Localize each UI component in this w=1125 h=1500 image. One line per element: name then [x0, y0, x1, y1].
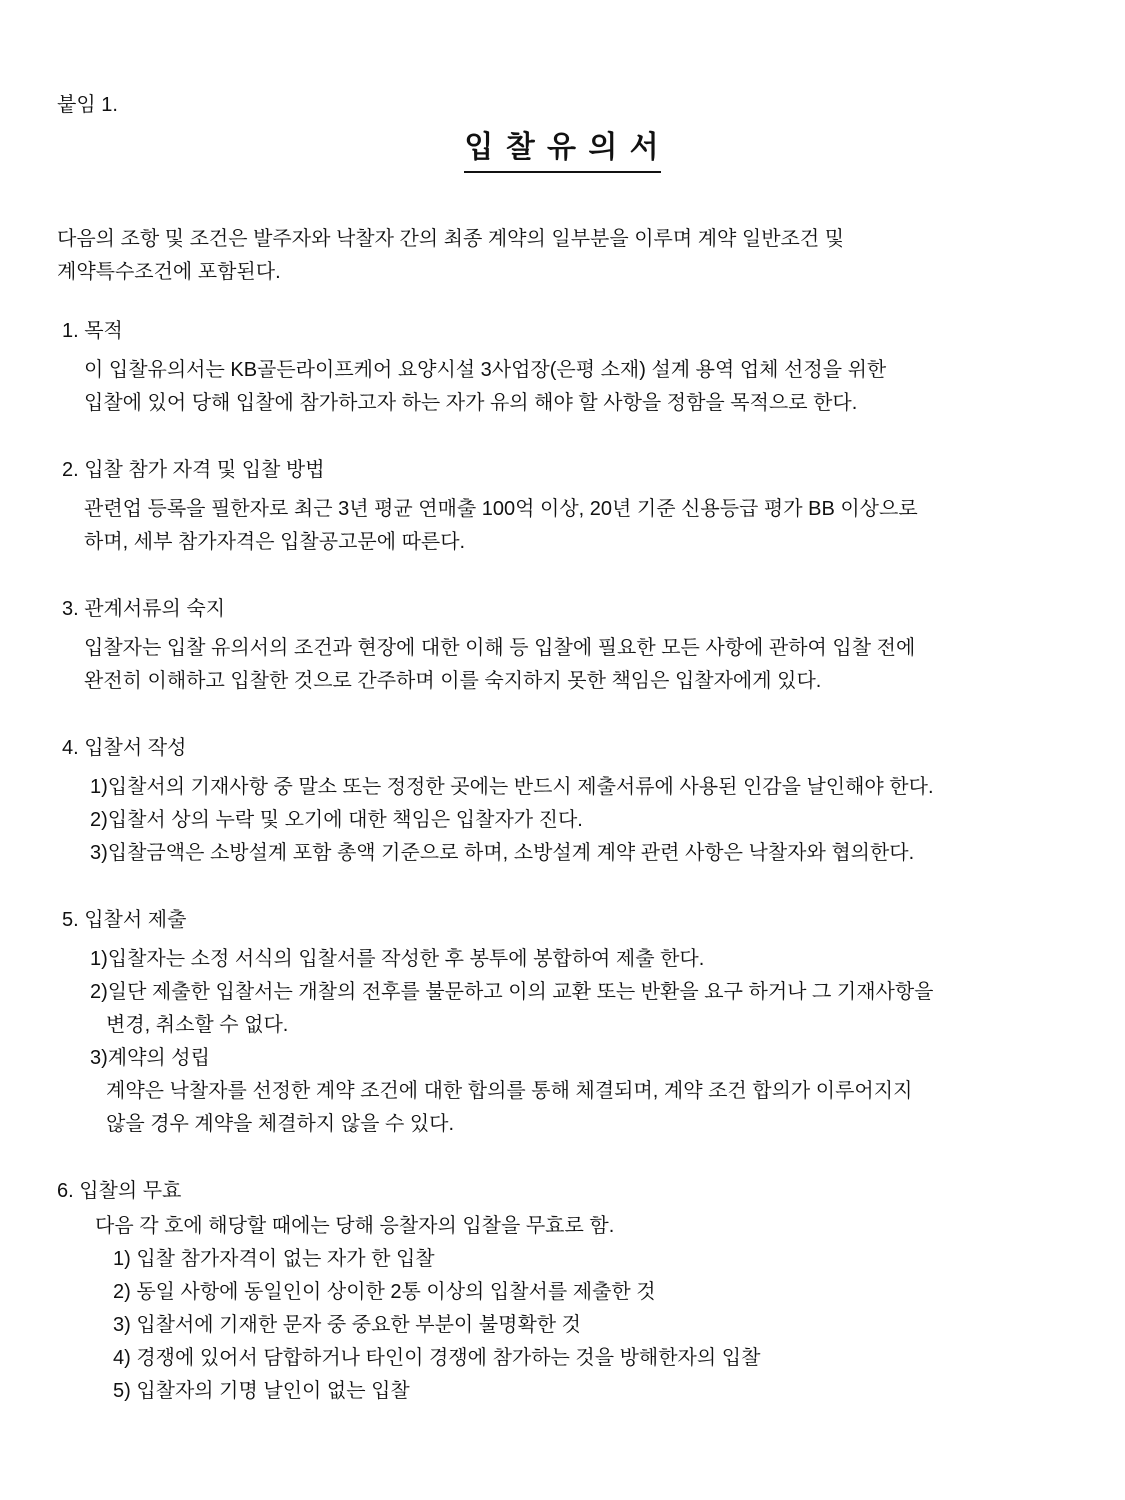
section-line: 3)계약의 성립 — [90, 1047, 210, 1069]
section-line: 1) 입찰 참가자격이 없는 자가 한 입찰 — [113, 1248, 435, 1270]
section-line: 완전히 이해하고 입찰한 것으로 간주하며 이를 숙지하지 못한 책임은 입찰자에게 있다. — [84, 670, 822, 692]
section-line: 3) 입찰서에 기재한 문자 중 중요한 부분이 불명확한 것 — [113, 1314, 581, 1336]
section-line: 하며, 세부 참가자격은 입찰공고문에 따른다. — [84, 531, 466, 553]
section-purpose — [0, 315, 1125, 420]
section-line: 입찰에 있어 당해 입찰에 참가하고자 하는 자가 유의 해야 할 사항을 정함을 목적으로 한다. — [84, 392, 858, 414]
section-line: 1)입찰서의 기재사항 중 말소 또는 정정한 곳에는 반드시 제출서류에 사용된 인감을 날인해야 한다. — [90, 776, 934, 798]
section-qualification — [0, 454, 1125, 559]
section-line: 않을 경우 계약을 체결하지 않을 수 있다. — [106, 1113, 455, 1135]
title-container — [0, 126, 1125, 173]
section-heading: 5. 입찰서 제출 — [62, 909, 187, 931]
intro-line: 다음의 조항 및 조건은 발주자와 낙찰자 간의 최종 계약의 일부분을 이루며 계약 일반조건 및 — [57, 228, 845, 250]
section-line: 관련업 등록을 필한자로 최근 3년 평균 연매출 100억 이상, 20년 기준 신용등급 평가 BB 이상으로 — [84, 498, 918, 520]
section-line: 이 입찰유의서는 KB골든라이프케어 요양시설 3사업장(은평 소재) 설계 용역 업체 선정을 위한 — [84, 359, 887, 381]
section-line: 4) 경쟁에 있어서 담합하거나 타인이 경쟁에 참가하는 것을 방해한자의 입찰 — [113, 1347, 761, 1369]
section-line: 다음 각 호에 해당할 때에는 당해 응찰자의 입찰을 무효로 함. — [95, 1215, 615, 1237]
section-line: 변경, 취소할 수 없다. — [106, 1014, 289, 1036]
section-documents-awareness — [0, 593, 1125, 698]
section-bid-submission — [0, 904, 1125, 1141]
section-line: 1)입찰자는 소정 서식의 입찰서를 작성한 후 봉투에 봉합하여 제출 한다. — [90, 948, 705, 970]
section-heading: 3. 관계서류의 숙지 — [62, 598, 226, 620]
section-heading: 1. 목적 — [62, 320, 123, 342]
section-line: 5) 입찰자의 기명 날인이 없는 입찰 — [113, 1380, 410, 1402]
section-line: 2)일단 제출한 입찰서는 개찰의 전후를 불문하고 이의 교환 또는 반환을 요구 하거나 그 기재사항을 — [90, 981, 934, 1003]
section-heading: 6. 입찰의 무효 — [57, 1180, 182, 1202]
section-line: 계약은 낙찰자를 선정한 계약 조건에 대한 합의를 통해 체결되며, 계약 조건 합의가 이루어지지 — [106, 1080, 913, 1102]
section-line: 2)입찰서 상의 누락 및 오기에 대한 책임은 입찰자가 진다. — [90, 809, 583, 831]
section-bid-invalidity — [0, 1175, 1125, 1408]
page-title: 입 찰 유 의 서 — [464, 126, 660, 173]
section-line: 3)입찰금액은 소방설계 포함 총액 기준으로 하며, 소방설계 계약 관련 사항은 낙찰자와 협의한다. — [90, 842, 915, 864]
intro-line: 계약특수조건에 포함된다. — [57, 261, 281, 283]
section-heading: 2. 입찰 참가 자격 및 입찰 방법 — [62, 459, 325, 481]
section-heading: 4. 입찰서 작성 — [62, 737, 187, 759]
attachment-label: 붙임 1. — [57, 94, 118, 116]
section-line: 입찰자는 입찰 유의서의 조건과 현장에 대한 이해 등 입찰에 필요한 모든 사항에 관하여 입찰 전에 — [84, 637, 916, 659]
intro-paragraph — [0, 223, 1125, 289]
section-line: 2) 동일 사항에 동일인이 상이한 2통 이상의 입찰서를 제출한 것 — [113, 1281, 656, 1303]
section-bid-writing — [0, 732, 1125, 870]
